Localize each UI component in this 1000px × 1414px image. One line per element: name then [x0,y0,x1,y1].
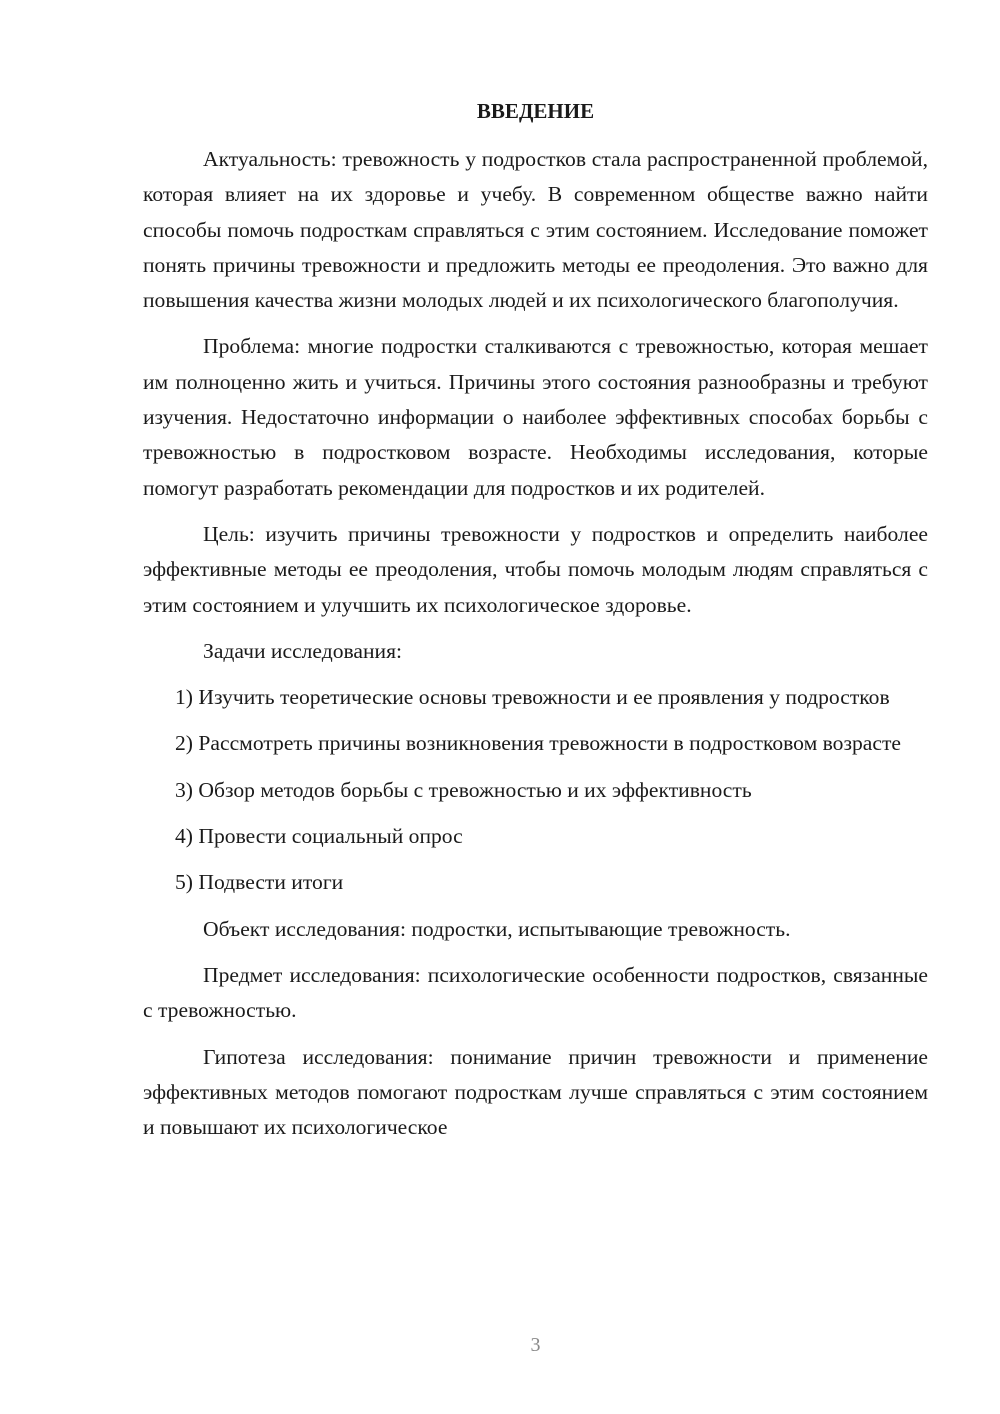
task-item-2: 2) Рассмотреть причины возникновения тревожности в подростковом возрасте [175,731,901,756]
paragraph-hypothesis: Гипотеза исследования: понимание причин тревожности и применение эффективных методов помогают подросткам лучше справляться с этим состоянием и повышают их психологическое [143,1044,928,1140]
task-item-5: 5) Подвести итоги [175,870,344,895]
page-number: 3 [530,1334,541,1356]
task-item-1: 1) Изучить теоретические основы тревожности и ее проявления у подростков [175,685,890,710]
paragraph-subject: Предмет исследования: психологические особенности подростков, связанные с тревожностью. [143,962,928,1023]
task-item-3: 3) Обзор методов борьбы с тревожностью и их эффективность [175,777,752,802]
task-item-4: 4) Провести социальный опрос [175,824,463,849]
tasks-heading: Задачи исследования: [203,638,403,663]
document-body [143,142,928,1145]
document-page [143,0,928,1414]
paragraph-problem: Проблема: многие подростки сталкиваются с тревожностью, которая мешает им полноценно жить и учиться. Причины этого состояния разнообразны и требуют изучения. Недостаточно информации о наиболее эффективных способах борьбы с тревожностью в подростковом возрасте. Необходимы исследования, которые помогут разработать рекомендации для подростков и их родителей. [143,334,928,500]
page-title: ВВЕДЕНИЕ [476,99,595,123]
paragraph-relevance: Актуальность: тревожность у подростков стала распространенной проблемой, которая влияет на их здоровье и учебу. В современном обществе важно найти способы помочь подросткам справляться с этим состоянием. Исследование поможет понять причины тревожности и предложить методы ее преодоления. Это важно для повышения качества жизни молодых людей и их психологического благополучия. [143,147,928,313]
paragraph-goal: Цель: изучить причины тревожности у подростков и определить наиболее эффективные методы ее преодоления, чтобы помочь молодым людям справляться с этим состоянием и улучшить их психологическое здоровье. [143,521,928,617]
paragraph-object: Объект исследования: подростки, испытывающие тревожность. [203,916,791,941]
